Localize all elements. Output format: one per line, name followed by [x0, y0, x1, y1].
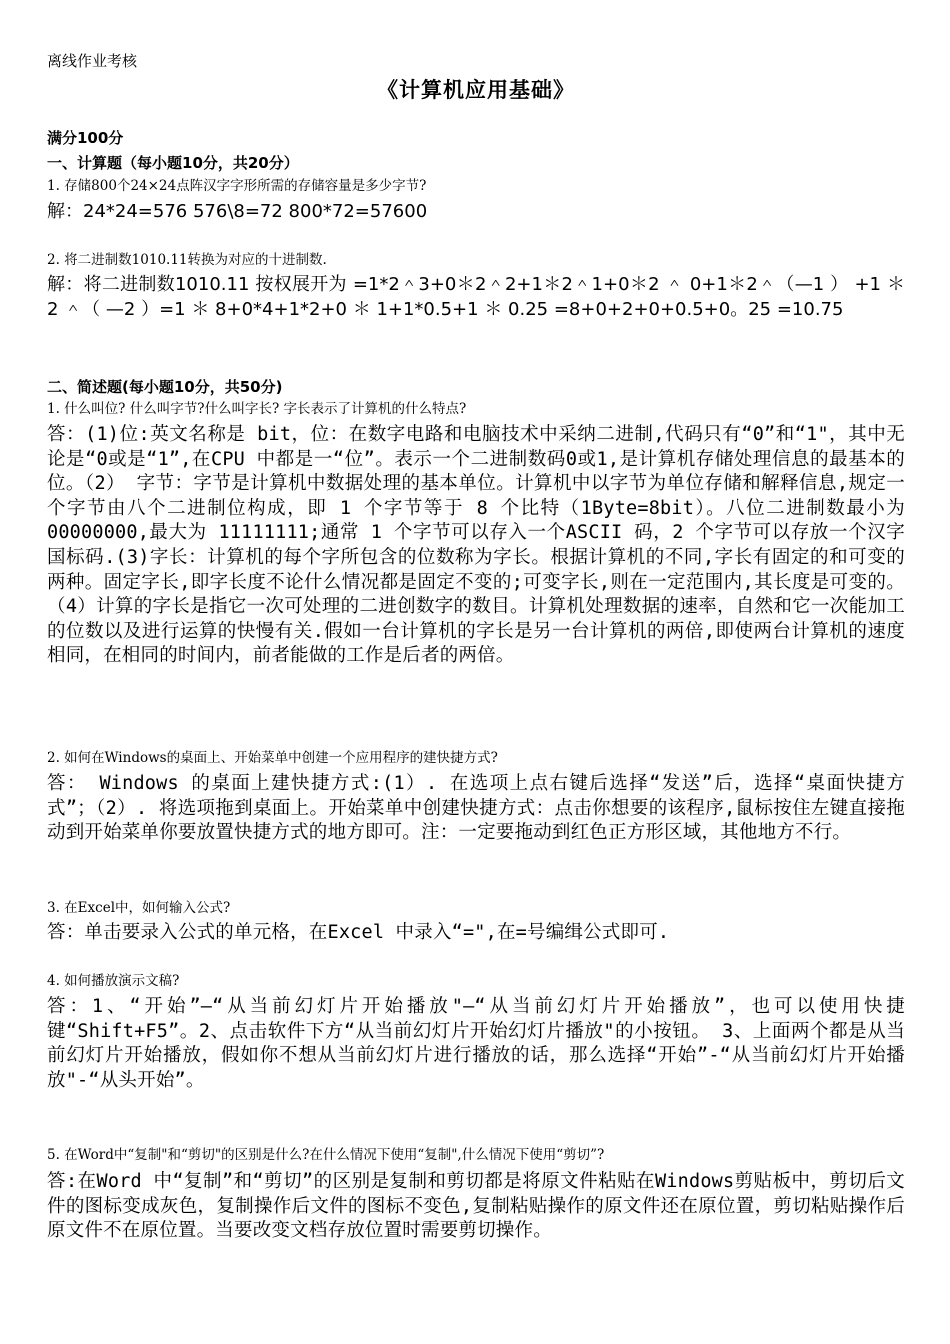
question-text: 3. 在Excel中，如何输入公式? [47, 900, 231, 916]
section-heading-short-answer: 二、简述题(每小题10分，共50分) [47, 378, 283, 396]
answer-text: 答:在Word 中“复制”和“剪切”的区别是复制和剪切都是将原文件粘贴在Windows剪贴板中，剪切后文件的图标变成灰色，复制操作后文件的图标不变色,复制粘贴操作的原文件还在原位置，剪切粘贴操作后原文件不在原位置。当要改变文档存放位置时需要剪切操作。 [47, 1171, 905, 1242]
header-label: 离线作业考核 [47, 52, 138, 70]
question-text: 2. 如何在Windows的桌面上、开始菜单中创建一个应用程序的建快捷方式? [47, 750, 498, 766]
total-score: 满分100分 [47, 129, 124, 147]
answer-text: 解：将二进制数1010.11 按权展开为 =1*2＾3+0＊2＾2+1＊2＾1+0＊2 ＾ 0+1＊2＾（—1 ） +1 ＊ 2 ＾（ —2 ）=1 ＊ 8+0*4+1*2+0 ＊ 1+1*0.5+1 ＊ 0.25 =8+0+2+0+0.5+0。25 =10.75 [47, 274, 905, 320]
section-heading-calculation: 一、计算题（每小题10分，共20分） [47, 154, 299, 172]
answer-text: 解：24*24=576 576\8=72 800*72=57600 [47, 201, 428, 222]
question-text: 1. 存储800个24×24点阵汉字字形所需的存储容量是多少字节? [47, 178, 427, 194]
question-text: 5. 在Word中“复制"和“剪切"的区别是什么?在什么情况下使用“复制",什么情况下使用“剪切”? [47, 1147, 605, 1163]
document-title: 《计算机应用基础》 [377, 77, 575, 102]
question-text: 4. 如何播放演示文稿? [47, 973, 180, 989]
answer-text: 答： Windows 的桌面上建快捷方式:(1）. 在选项上点右键后选择“发送”后，选择“桌面快捷方式”；（2）. 将选项拖到桌面上。开始菜单中创建快捷方式：点击你想要的该程序,鼠标按住左键直接拖动到开始菜单你要放置快捷方式的地方即可。注：一定要拖动到红色正方形区域，其他地方不行。 [47, 773, 905, 844]
question-text: 1. 什么叫位? 什么叫字节?什么叫字长? 字长表示了计算机的什么特点? [47, 401, 467, 417]
answer-text: 答：单击要录入公式的单元格，在Excel 中录入“=",在=号编缉公式即可. [47, 922, 670, 943]
answer-text: 答：1、“开始”—“从当前幻灯片开始播放"—“从当前幻灯片开始播放”，也可以使用快捷键“Shift+F5”。2、点击软件下方“从当前幻灯片开始幻灯片播放"的小按钮。 3、上面两个都是从当前幻灯片开始播放，假如你不想从当前幻灯片进行播放的话，那么选择“开始”-“从当前幻灯片开始播放"-“从头开始”。 [47, 996, 905, 1091]
question-text: 2. 将二进制数1010.11转换为对应的十进制数. [47, 252, 327, 268]
answer-text: 答：(1)位:英文名称是 bit，位：在数字电路和电脑技术中采纳二进制,代码只有“0”和“1"，其中无论是“0或是“1”,在CPU 中都是一“位”。表示一个二进制数码0或1,是计算机存储处理信息的最基本的位。（2） 字节：字节是计算机中数据处理的基本单位。计算机中以字节为单位存储和解释信息,规定一个字节由八个二进制位构成，即 1 个字节等于 8 个比特（1Byte=8bit）。八位二进制数最小为00000000,最大为 11111111;通常 1 个字节可以存入一个ASCII 码，2 个字节可以存放一个汉字国标码.(3)字长：计算机的每个字所包含的位数称为字长。根据计算机的不同,字长有固定的和可变的两种。固定字长,即字长度不论什么情况都是固定不变的;可变字长,则在一定范围内,其长度是可变的。（4）计算的字长是指它一次可处理的二进创数字的数目。计算机处理数据的速率，自然和它一次能加工的位数以及进行运算的快慢有关.假如一台计算机的字长是另一台计算机的两倍,即使两台计算机的速度相同，在相同的时间内，前者能做的工作是后者的两倍。 [47, 424, 905, 667]
